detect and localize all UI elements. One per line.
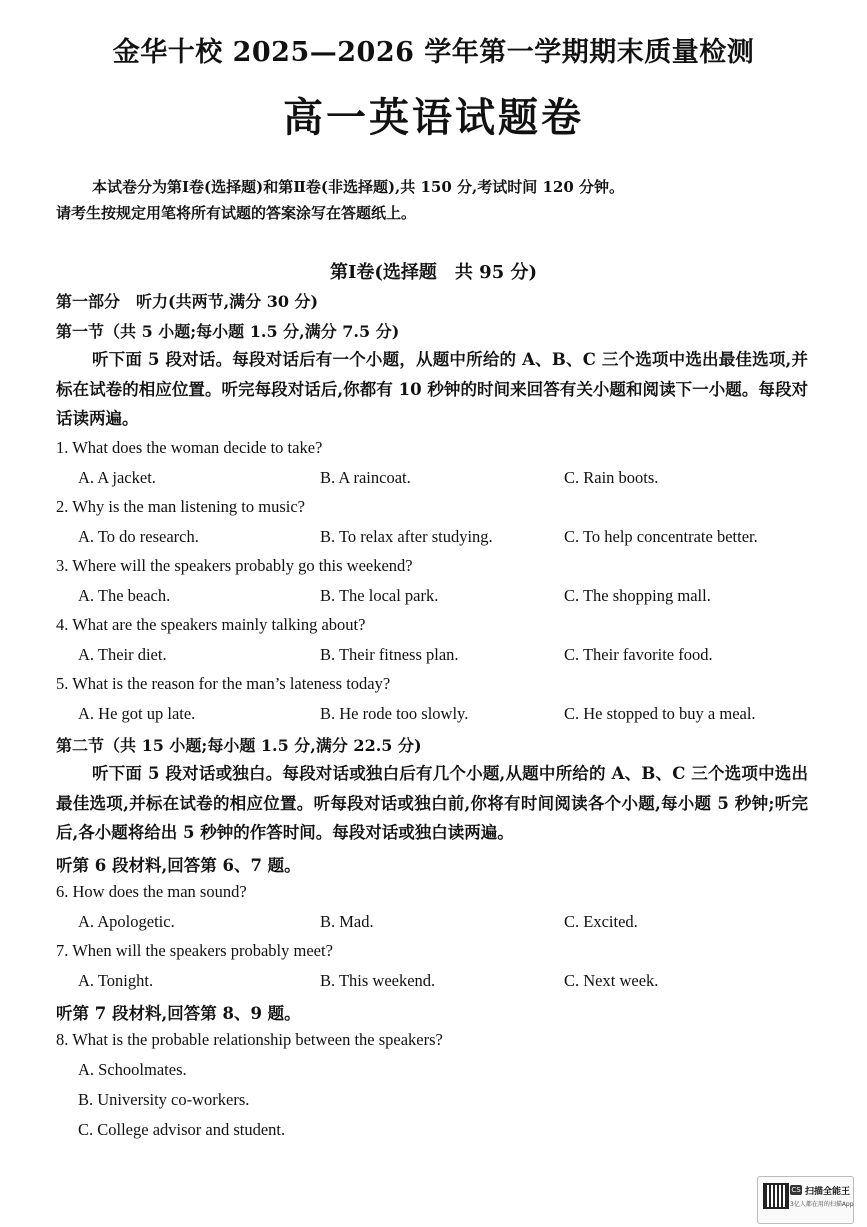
qr-code-icon (763, 1183, 789, 1209)
q7-option-b: B. This weekend. (320, 971, 436, 990)
question-2: 2. Why is the man listening to music? (56, 497, 305, 516)
question-6: 6. How does the man sound? (56, 882, 247, 901)
q2-option-b: B. To relax after studying. (320, 527, 493, 546)
section1-instructions: 听下面 5 段对话。每段对话后有一个小题，从题中所给的 A、B、C 三个选项中选出最佳选项,并标在试卷的相应位置。听完每段对话后,你都有 10 秒钟的时间来回答有关小题和阅读下一小题。每段对话读两遍。 (56, 350, 808, 429)
question-3: 3. Where will the speakers probably go this weekend? (56, 556, 413, 575)
q6-option-c: C. Excited. (564, 912, 638, 931)
volume-title: 第Ⅰ卷(选择题 共 95 分) (329, 262, 538, 283)
section2-instructions: 听下面 5 段对话或独白。每段对话或独白后有几个小题,从题中所给的 A、B、C 三个选项中选出最佳选项,并标在试卷的相应位置。听每段对话或独白前,你将有时间阅读各个小题,每小题 5 秒钟;听完后,各小题将给出 5 秒钟的作答时间。每段对话或独白读两遍。 (56, 764, 808, 843)
q5-option-a: A. He got up late. (78, 704, 196, 723)
section1-heading: 第一节（共 5 小题;每小题 1.5 分,满分 7.5 分) (56, 322, 400, 341)
material-6-note: 听第 6 段材料,回答第 6、7 题。 (56, 856, 301, 875)
question-8: 8. What is the probable relationship between the speakers? (56, 1030, 443, 1049)
exam-title: 金华十校 2025—2026 学年第一学期期末质量检测 (112, 37, 755, 68)
q4-option-c: C. Their favorite food. (564, 645, 713, 664)
question-5: 5. What is the reason for the man’s lateness today? (56, 674, 391, 693)
section2-heading: 第二节（共 15 小题;每小题 1.5 分,满分 22.5 分) (56, 736, 422, 755)
q8-option-a: A. Schoolmates. (78, 1060, 187, 1079)
q1-option-b: B. A raincoat. (320, 468, 411, 487)
intro-line-2: 请考生按规定用笔将所有试题的答案涂写在答题纸上。 (56, 204, 417, 222)
q4-option-b: B. Their fitness plan. (320, 645, 459, 664)
q2-option-a: A. To do research. (78, 527, 199, 546)
q8-option-c: C. College advisor and student. (78, 1120, 286, 1139)
material-7-note: 听第 7 段材料,回答第 8、9 题。 (56, 1004, 301, 1023)
q7-option-a: A. Tonight. (78, 971, 154, 990)
scanner-tagline: 3亿人都在用的扫描App (790, 1201, 854, 1208)
q7-option-c: C. Next week. (564, 971, 659, 990)
q6-option-b: B. Mad. (320, 912, 374, 931)
q5-option-c: C. He stopped to buy a meal. (564, 704, 756, 723)
q3-option-c: C. The shopping mall. (564, 586, 711, 605)
q8-option-b: B. University co-workers. (78, 1090, 250, 1109)
q2-option-c: C. To help concentrate better. (564, 527, 758, 546)
scanner-app-name: 扫描全能王 (805, 1187, 851, 1197)
q5-option-b: B. He rode too slowly. (320, 704, 469, 723)
cs-logo-icon: CS (791, 1186, 801, 1194)
question-1: 1. What does the woman decide to take? (56, 438, 323, 457)
paper-subtitle: 高一英语试题卷 (283, 94, 584, 141)
q3-option-b: B. The local park. (320, 586, 439, 605)
q1-option-a: A. A jacket. (78, 468, 156, 487)
question-4: 4. What are the speakers mainly talking about? (56, 615, 366, 634)
intro-line-1: 本试卷分为第Ⅰ卷(选择题)和第Ⅱ卷(非选择题),共 150 分,考试时间 120 分钟。 (92, 178, 625, 196)
q3-option-a: A. The beach. (78, 586, 171, 605)
q1-option-c: C. Rain boots. (564, 468, 659, 487)
scanner-watermark (757, 1176, 854, 1224)
q6-option-a: A. Apologetic. (78, 912, 175, 931)
question-7: 7. When will the speakers probably meet? (56, 941, 333, 960)
q4-option-a: A. Their diet. (78, 645, 167, 664)
part1-heading: 第一部分 听力(共两节,满分 30 分) (56, 292, 319, 311)
